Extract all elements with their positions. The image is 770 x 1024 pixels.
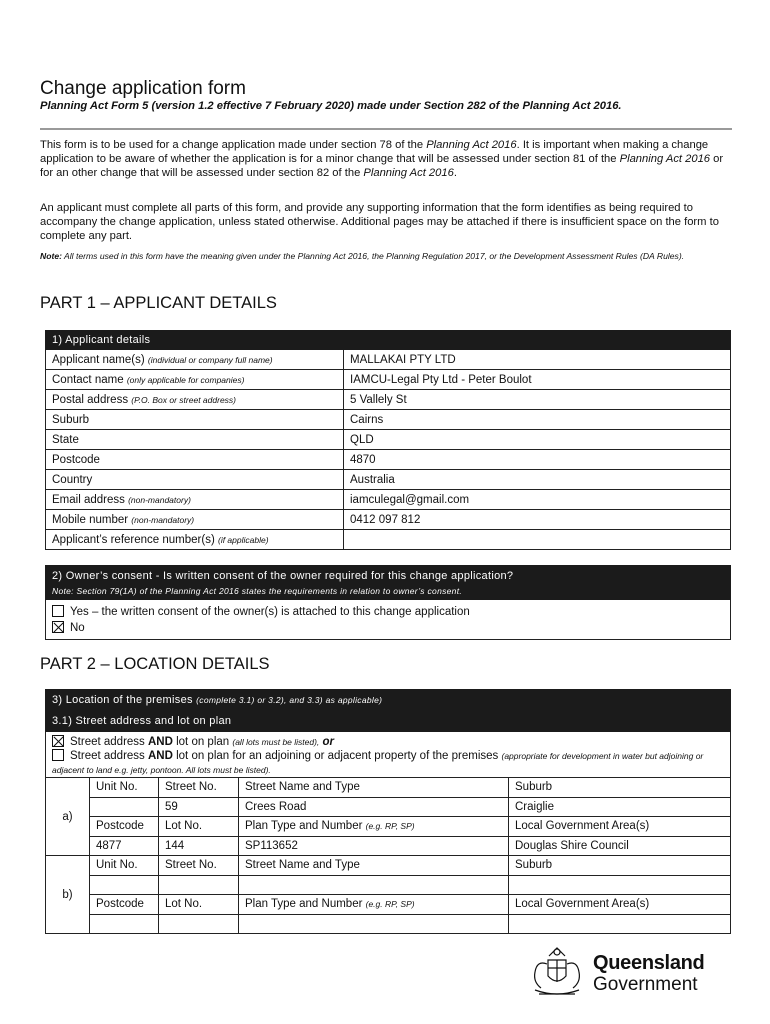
title-divider	[40, 128, 732, 130]
table-row: Postal address (P.O. Box or street address) 5 Vallely St	[46, 390, 731, 410]
unit-no-field[interactable]	[90, 875, 159, 895]
contact-name-field[interactable]: IAMCU-Legal Pty Ltd - Peter Boulot	[344, 370, 731, 390]
section-2-note: Note: Section 79(1A) of the Planning Act 2016 states the requirements in relation to owner’s consent.	[52, 585, 463, 596]
form-title: Change application form	[40, 78, 246, 99]
field-label: State	[46, 430, 344, 450]
table-row	[46, 470, 731, 490]
logo-line-1: Queensland	[593, 952, 705, 974]
street-no-field[interactable]: 59	[159, 797, 239, 817]
checkbox-checked-icon[interactable]	[52, 735, 64, 747]
section-1-title: 1) Applicant details	[46, 331, 731, 350]
lga-field[interactable]	[509, 914, 731, 934]
column-header: Local Government Area(s)	[509, 895, 731, 915]
column-header: Lot No.	[159, 895, 239, 915]
plan-field[interactable]: SP113652	[239, 836, 509, 856]
street-name-field[interactable]	[239, 875, 509, 895]
email-field[interactable]: iamculegal@gmail.com	[344, 490, 731, 510]
table-row: Postcode Lot No. Plan Type and Number (e.g. RP, SP) Local Government Area(s)	[46, 817, 731, 837]
intro-paragraph-1: This form is to be used for a change application made under section 78 of the Planning Act 2016. It is important when making a change application to be aware of whether the application is for a minor change that will be assessed under section 81 of the Planning Act 2016 or for an other change that will be assessed under section 82 of the Planning Act 2016.	[40, 139, 724, 179]
table-row: Postcode Lot No. Plan Type and Number (e.g. RP, SP) Local Government Area(s)	[46, 895, 731, 915]
suburb-field[interactable]	[509, 875, 731, 895]
table-row: Email address (non-mandatory) iamculegal@gmail.com	[46, 490, 731, 510]
field-label: Suburb	[46, 410, 344, 430]
consent-no-option[interactable]: No	[52, 620, 724, 636]
field-label: Postcode	[46, 450, 344, 470]
column-header: Suburb	[509, 856, 731, 876]
field-label: Contact name	[52, 373, 124, 386]
plan-field[interactable]	[239, 914, 509, 934]
part1-heading: PART 1 – APPLICANT DETAILS	[40, 294, 277, 312]
table-row: Mobile number (non-mandatory) 0412 097 812	[46, 510, 731, 530]
owners-consent-table	[45, 565, 731, 640]
table-row	[46, 875, 731, 895]
postal-address-field[interactable]: 5 Vallely St	[344, 390, 731, 410]
street-no-field[interactable]	[159, 875, 239, 895]
table-row: Applicant name(s) (individual or company full name) MALLAKAI PTY LTD	[46, 350, 731, 370]
field-label: Applicant name(s)	[52, 353, 145, 366]
column-header: Street Name and Type	[239, 778, 509, 798]
postcode-field[interactable]: 4877	[90, 836, 159, 856]
consent-yes-option[interactable]: Yes – the written consent of the owner(s) is attached to this change application	[52, 604, 724, 620]
street-name-field[interactable]: Crees Road	[239, 797, 509, 817]
queensland-government-logo	[527, 942, 732, 1002]
section-3-1-title: 3.1) Street address and lot on plan	[46, 711, 731, 732]
column-header: Street No.	[159, 856, 239, 876]
field-label: Applicant’s reference number(s)	[52, 533, 215, 546]
field-label: Mobile number	[52, 513, 129, 526]
column-header: Unit No.	[90, 778, 159, 798]
unit-no-field[interactable]	[90, 797, 159, 817]
column-header: Street No.	[159, 778, 239, 798]
adjacent-property-option[interactable]: Street address AND lot on plan for an adjoining or adjacent property of the premises (appropriate for development in water but adjoining or adjacent to land e.g. jetty, pontoon. All lots must be listed).	[52, 750, 704, 775]
location-details-table: 3) Location of the premises (complete 3.1) or 3.2), and 3.3) as applicable) 3.1) Street address and lot on plan Street address AND lot on plan (all lots must be listed), or Street address AND lot on plan for an adjoining or adjacent property of the premises (appropriate for development in water but adjoining or adjacent to land e.g. jetty, pontoon. All lots must be listed). a) Unit No. Street No. Street Name and Type Suburb 59 Crees Road Craiglie Postcode Lot No. Plan Type and Number (e.g. RP, SP) Local Government Area(s) 4877 144 SP113652 Douglas Shire Council b) Unit No. Street No. Street Name and Type Suburb Postcode Lot No. Plan Type and Number (e.g. RP, SP) Local Government Area(s)	[45, 689, 731, 934]
country-field[interactable]: Australia	[344, 470, 731, 490]
column-header: Local Government Area(s)	[509, 817, 731, 837]
table-row	[46, 914, 731, 934]
column-header: Lot No.	[159, 817, 239, 837]
column-header: Postcode	[90, 817, 159, 837]
lot-no-field[interactable]	[159, 914, 239, 934]
table-row	[46, 856, 731, 876]
street-address-option[interactable]: Street address AND lot on plan (all lots must be listed), or	[52, 735, 724, 749]
table-row	[46, 797, 731, 817]
part2-heading: PART 2 – LOCATION DETAILS	[40, 655, 270, 673]
table-row	[46, 410, 731, 430]
table-row	[46, 430, 731, 450]
lot-no-field[interactable]: 144	[159, 836, 239, 856]
section-3-title: 3) Location of the premises	[52, 694, 193, 706]
lga-field[interactable]: Douglas Shire Council	[509, 836, 731, 856]
column-header: Street Name and Type	[239, 856, 509, 876]
field-label: Email address	[52, 493, 125, 506]
applicant-name-field[interactable]: MALLAKAI PTY LTD	[344, 350, 731, 370]
intro-note: Note: All terms used in this form have the meaning given under the Planning Act 2016, the Planning Regulation 2017, or the Development Assessment Rules (DA Rules).	[40, 251, 685, 261]
column-header: Suburb	[509, 778, 731, 798]
table-row: Contact name (only applicable for companies) IAMCU-Legal Pty Ltd - Peter Boulot	[46, 370, 731, 390]
table-row	[46, 450, 731, 470]
coat-of-arms-icon	[527, 942, 587, 1002]
field-label: Country	[46, 470, 344, 490]
section-2-title: 2) Owner’s consent - Is written consent of the owner required for this change application?	[52, 569, 514, 582]
suburb-field[interactable]: Craiglie	[509, 797, 731, 817]
column-header: Plan Type and Number	[245, 898, 363, 911]
checkbox-empty-icon[interactable]	[52, 605, 64, 617]
table-row	[46, 836, 731, 856]
table-row	[46, 778, 731, 798]
postcode-field[interactable]: 4870	[344, 450, 731, 470]
row-letter-b: b)	[46, 856, 90, 934]
suburb-field[interactable]: Cairns	[344, 410, 731, 430]
column-header: Plan Type and Number	[245, 820, 363, 833]
mobile-field[interactable]: 0412 097 812	[344, 510, 731, 530]
table-row: Applicant’s reference number(s) (if applicable)	[46, 530, 731, 550]
postcode-field[interactable]	[90, 914, 159, 934]
column-header: Unit No.	[90, 856, 159, 876]
applicant-details-table	[45, 330, 731, 550]
form-subtitle: Planning Act Form 5 (version 1.2 effective 7 February 2020) made under Section 282 of the Planning Act 2016.	[40, 100, 622, 112]
intro-paragraph-2: An applicant must complete all parts of this form, and provide any supporting information that the form identifies as being required to accompany the change application, unless stated otherwise. Additional pages may be attached if there is insufficient space on the form to complete any part.	[40, 202, 719, 242]
reference-number-field[interactable]	[344, 530, 731, 550]
column-header: Postcode	[90, 895, 159, 915]
field-label: Postal address	[52, 393, 129, 406]
checkbox-empty-icon[interactable]	[52, 749, 64, 761]
checkbox-checked-icon[interactable]	[52, 621, 64, 633]
row-letter-a: a)	[46, 778, 90, 856]
logo-line-2: Government	[593, 974, 698, 995]
state-field[interactable]: QLD	[344, 430, 731, 450]
